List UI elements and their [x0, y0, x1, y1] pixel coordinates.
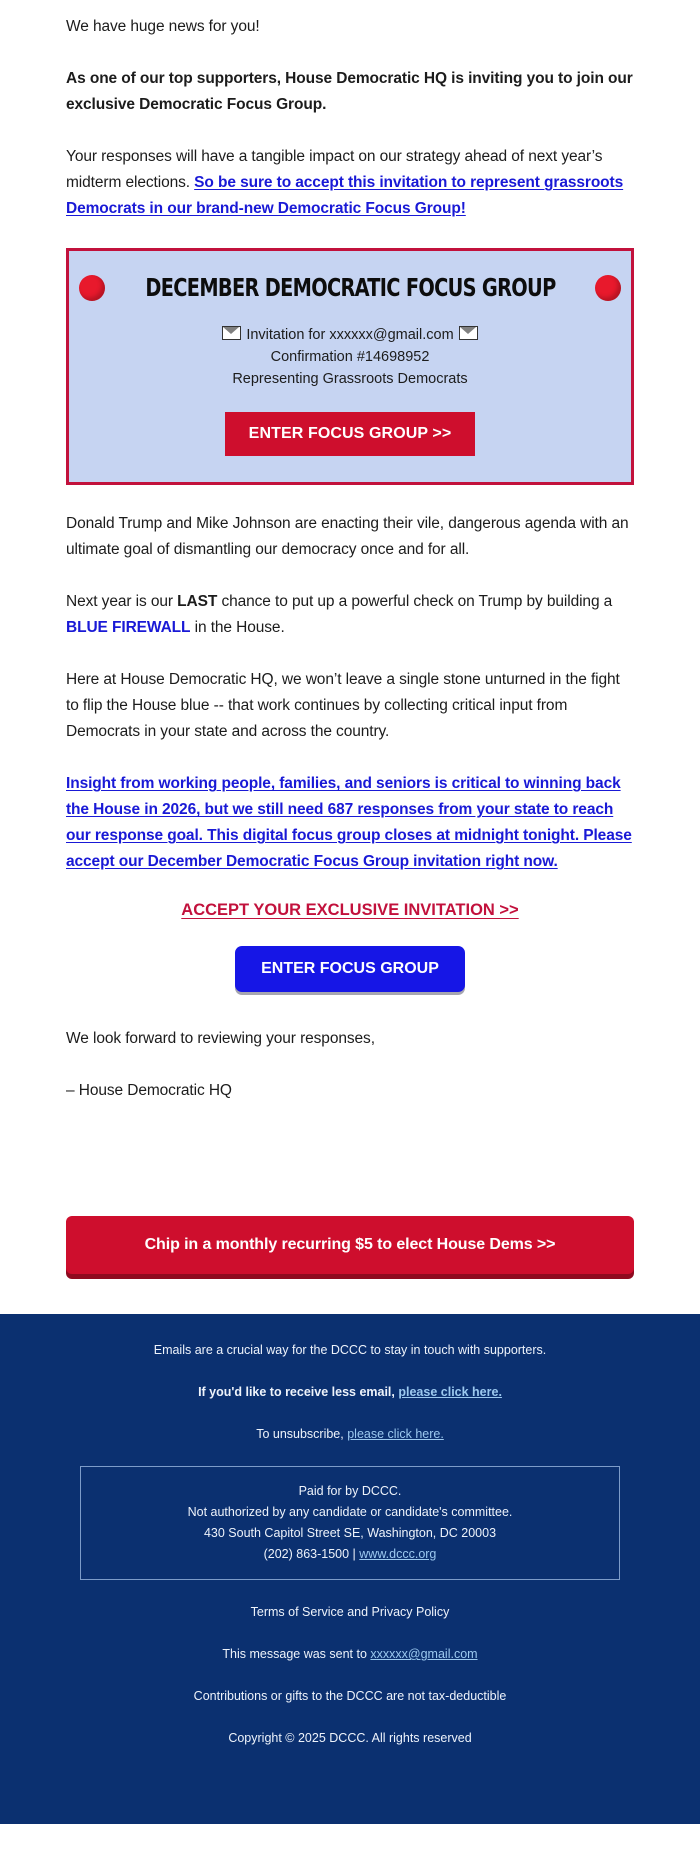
- invite-representing-line: Representing Grassroots Democrats: [232, 371, 468, 387]
- red-dot-icon: [595, 275, 621, 301]
- last-chance-text-b: chance to put up a powerful check on Trump by building a: [217, 593, 613, 610]
- chip-in-monthly-button[interactable]: Chip in a monthly recurring $5 to elect House Dems >>: [66, 1216, 634, 1274]
- envelope-icon: [222, 326, 241, 340]
- cta-wrap: [66, 946, 634, 992]
- last-chance-text-a: Next year is our: [66, 593, 178, 610]
- closing-line: We look forward to reviewing your responses,: [66, 1030, 375, 1047]
- footer-unsubscribe-line: [40, 1424, 660, 1444]
- blue-firewall-emphasis: BLUE FIREWALL: [66, 619, 191, 636]
- footer-crucial-line: Emails are a crucial way for the DCCC to stay in touch with supporters.: [153, 1343, 547, 1357]
- invite-email-text: Invitation for xxxxxx@gmail.com: [246, 327, 454, 343]
- dccc-website-link[interactable]: www.dccc.org: [359, 1547, 437, 1561]
- red-dot-icon: [79, 275, 105, 301]
- invite-confirmation-line: Confirmation #14698952: [270, 349, 430, 365]
- copyright-line: Copyright © 2025 DCCC. All rights reserved: [228, 1731, 472, 1745]
- stone-unturned-paragraph: Here at House Democratic HQ, we won’t leave a single stone unturned in the fight to flip the House blue -- that work continues by collecting critical input from Democrats in your state and across the country.: [66, 671, 620, 740]
- last-chance-text-c: in the House.: [190, 619, 285, 636]
- disclaimer-phone-line: [91, 1544, 609, 1565]
- terms-line: [40, 1602, 660, 1622]
- invite-card-title-row: [83, 273, 617, 302]
- responses-text: Your responses will have a tangible impact on our strategy ahead of next year’s midterm elections.: [66, 148, 603, 191]
- last-chance-paragraph: [66, 589, 634, 641]
- insight-response-goal-link[interactable]: Insight from working people, families, and seniors is critical to winning back the House in 2026, but we still need 687 responses from your state to reach our response goal. This digital focus group closes at midnight tonight. Please accept our December Democratic Focus Group invitation right now.: [66, 775, 632, 870]
- trump-johnson-paragraph: Donald Trump and Mike Johnson are enacting their vile, dangerous agenda with an ultimate goal of dismantling our democracy once and for all.: [66, 515, 629, 558]
- lead-paragraph: As one of our top supporters, House Democratic HQ is inviting you to join our exclusive Democratic Focus Group.: [66, 70, 633, 113]
- footer-less-email-text: If you'd like to receive less email,: [198, 1385, 395, 1399]
- disclaimer-phone: (202) 863-1500 |: [263, 1547, 360, 1561]
- intro-paragraph: We have huge news for you!: [66, 18, 260, 35]
- signature-line: – House Democratic HQ: [66, 1082, 232, 1099]
- disclaimer-paid-for: Paid for by DCCC.: [298, 1484, 402, 1498]
- sent-to-text: This message was sent to: [222, 1647, 371, 1661]
- accept-exclusive-invitation-link[interactable]: ACCEPT YOUR EXCLUSIVE INVITATION >>: [181, 901, 519, 919]
- spacer: [0, 1130, 700, 1216]
- accept-invitation-inline-link[interactable]: So be sure to accept this invitation to represent grassroots Democrats in our brand-new Democratic Focus Group!: [66, 174, 624, 217]
- invite-card-title: DECEMBER DEMOCRATIC FOCUS GROUP: [144, 273, 556, 302]
- envelope-icon: [459, 326, 478, 340]
- less-email-link[interactable]: please click here.: [398, 1385, 502, 1399]
- invite-email-line: [83, 324, 617, 346]
- footer-unsubscribe-text: To unsubscribe,: [256, 1427, 344, 1441]
- focus-group-invite-card: [66, 248, 634, 485]
- enter-focus-group-card-button[interactable]: ENTER FOCUS GROUP >>: [225, 412, 476, 456]
- disclaimer-address: 430 South Capitol Street SE, Washington, DC 20003: [203, 1526, 497, 1540]
- chip-in-wrap: [0, 1216, 700, 1274]
- footer-less-email-line: [40, 1382, 660, 1402]
- tax-deductible-line: Contributions or gifts to the DCCC are not tax-deductible: [193, 1689, 507, 1703]
- disclaimer-not-authorized: Not authorized by any candidate or candidate's committee.: [187, 1505, 513, 1519]
- responses-paragraph: [66, 144, 634, 222]
- last-emphasis: LAST: [177, 593, 218, 610]
- enter-focus-group-button[interactable]: ENTER FOCUS GROUP: [235, 946, 465, 992]
- paid-for-disclaimer-box: [80, 1466, 620, 1580]
- email-footer: [0, 1314, 700, 1824]
- recipient-email-link[interactable]: xxxxxx@gmail.com: [370, 1647, 478, 1661]
- unsubscribe-link[interactable]: please click here.: [347, 1427, 444, 1441]
- terms-and-privacy-link[interactable]: Terms of Service and Privacy Policy: [250, 1605, 450, 1619]
- insight-paragraph: [66, 771, 634, 875]
- accept-invitation-wrap: [66, 901, 634, 920]
- sent-to-line: [40, 1644, 660, 1664]
